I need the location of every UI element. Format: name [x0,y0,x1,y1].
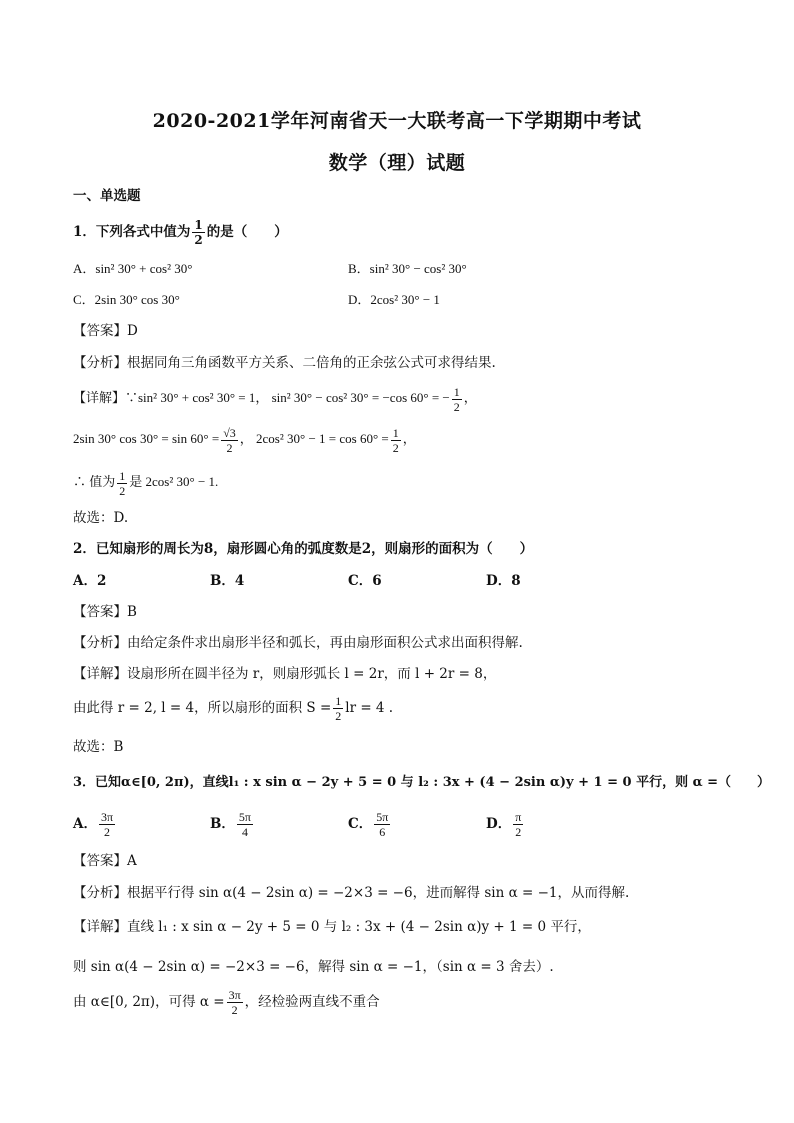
q3-answer: 【答案】A [73,853,137,869]
document-title: 2020-2021学年河南省天一大联考高一下学期期中考试 [152,110,642,132]
fraction: $\frac{3\pi}{2}$ [228,988,241,1017]
q3-detail-line-2: 则 sin α(4 − 2sin α) = −2×3 = −6，解得 sin α = −1，（sin α = 3 舍去）. [73,959,554,975]
fraction: $\frac{5\pi}{4}$ [238,810,251,839]
q2-option-b: B．4 [210,573,245,589]
fraction: $\frac{√3}{2}$ [223,425,236,455]
q2-option-d: D．8 [486,573,521,589]
q3-detail-line-3: 由 α∈[0, 2π)，可得 α = $\frac{3\pi}{2}$ ，经检验两直线不重合 [73,988,380,1017]
fraction: $\frac{1}{2}$ [453,384,460,414]
q3-detail-line-1: 【详解】直线 l₁ : x sin α − 2y + 5 = 0 与 l₂ : 3x + (4 − 2sin α)y + 1 = 0 平行， [73,919,591,935]
q1-option-c: C．2sin 30° cos 30° [73,292,180,307]
q3-stem: 3．已知α∈[0, 2π)，直线l₁ : x sin α − 2y + 5 = 0 与 l₂ : 3x + (4 − 2sin α)y + 1 = 0 平行，则 α =（ ） [73,775,771,790]
q2-choose: 故选：B [73,739,124,755]
q2-option-a: A．2 [73,573,107,589]
q1-detail-line-3: ∴ 值为 $\frac{1}{2}$ 是 2cos² 30° − 1. [73,468,219,498]
q1-detail-line-1: 【详解】∵sin² 30° + cos² 30° = 1， sin² 30° − cos² 30° = −cos 60° = − $\frac{1}{2}$ ， [73,384,477,414]
q1-detail-line-2: 2sin 30° cos 30° = sin 60° = $\frac{√3}{2}$ ， 2cos² 30° − 1 = cos 60° = $\frac{1}{2}$ ， [73,425,416,455]
q1-stem-fraction: $\frac{1}{2}$ [194,218,203,247]
q1-option-b: B．sin² 30° − cos² 30° [348,261,467,276]
q1-stem [73,218,288,247]
fraction: $\frac{\pi}{2}$ [515,810,522,839]
q1-analysis: 【分析】根据同角三角函数平方关系、二倍角的正余弦公式可求得结果. [73,355,496,371]
q1-answer: 【答案】D [73,323,138,339]
section-heading: 一、单选题 [73,188,141,204]
q2-answer: 【答案】B [73,604,137,620]
q2-stem: 2．已知扇形的周长为8，扇形圆心角的弧度数是2，则扇形的面积为（ ） [73,541,534,557]
q2-option-c: C．6 [348,573,382,589]
q3-option-a: A． $\frac{3\pi}{2}$ [73,810,114,839]
fraction: $\frac{5\pi}{6}$ [376,810,389,839]
fraction: $\frac{3\pi}{2}$ [100,810,114,839]
q1-stem-pre: 1．下列各式中值为 [73,224,191,240]
q2-detail-line-2: 由此得 r = 2, l = 4，所以扇形的面积 S = $\frac{1}{2}$ lr = 4 . [73,694,394,723]
q2-analysis: 【分析】由给定条件求出扇形半径和弧长，再由扇形面积公式求出面积得解. [73,635,523,651]
q1-stem-post: 的是（ ） [206,224,288,240]
q3-option-b: B． $\frac{5\pi}{4}$ [210,810,251,839]
q3-option-d: D． $\frac{\pi}{2}$ [486,810,522,839]
fraction: $\frac{1}{2}$ [392,425,399,455]
fraction: $\frac{1}{2}$ [119,468,126,498]
q1-choose: 故选：D. [73,510,129,526]
q1-option-d: D．2cos² 30° − 1 [348,292,440,307]
q3-analysis: 【分析】根据平行得 sin α(4 − 2sin α) = −2×3 = −6，进而解得 sin α = −1，从而得解. [73,885,630,901]
q3-option-c: C． $\frac{5\pi}{6}$ [348,810,389,839]
q2-detail-line-1: 【详解】设扇形所在圆半径为 r，则扇形弧长 l = 2r，而 l + 2r = 8， [73,666,497,682]
document-subtitle: 数学（理）试题 [328,152,466,174]
q1-option-a: A．sin² 30° + cos² 30° [73,261,193,276]
fraction: $\frac{1}{2}$ [335,694,342,723]
